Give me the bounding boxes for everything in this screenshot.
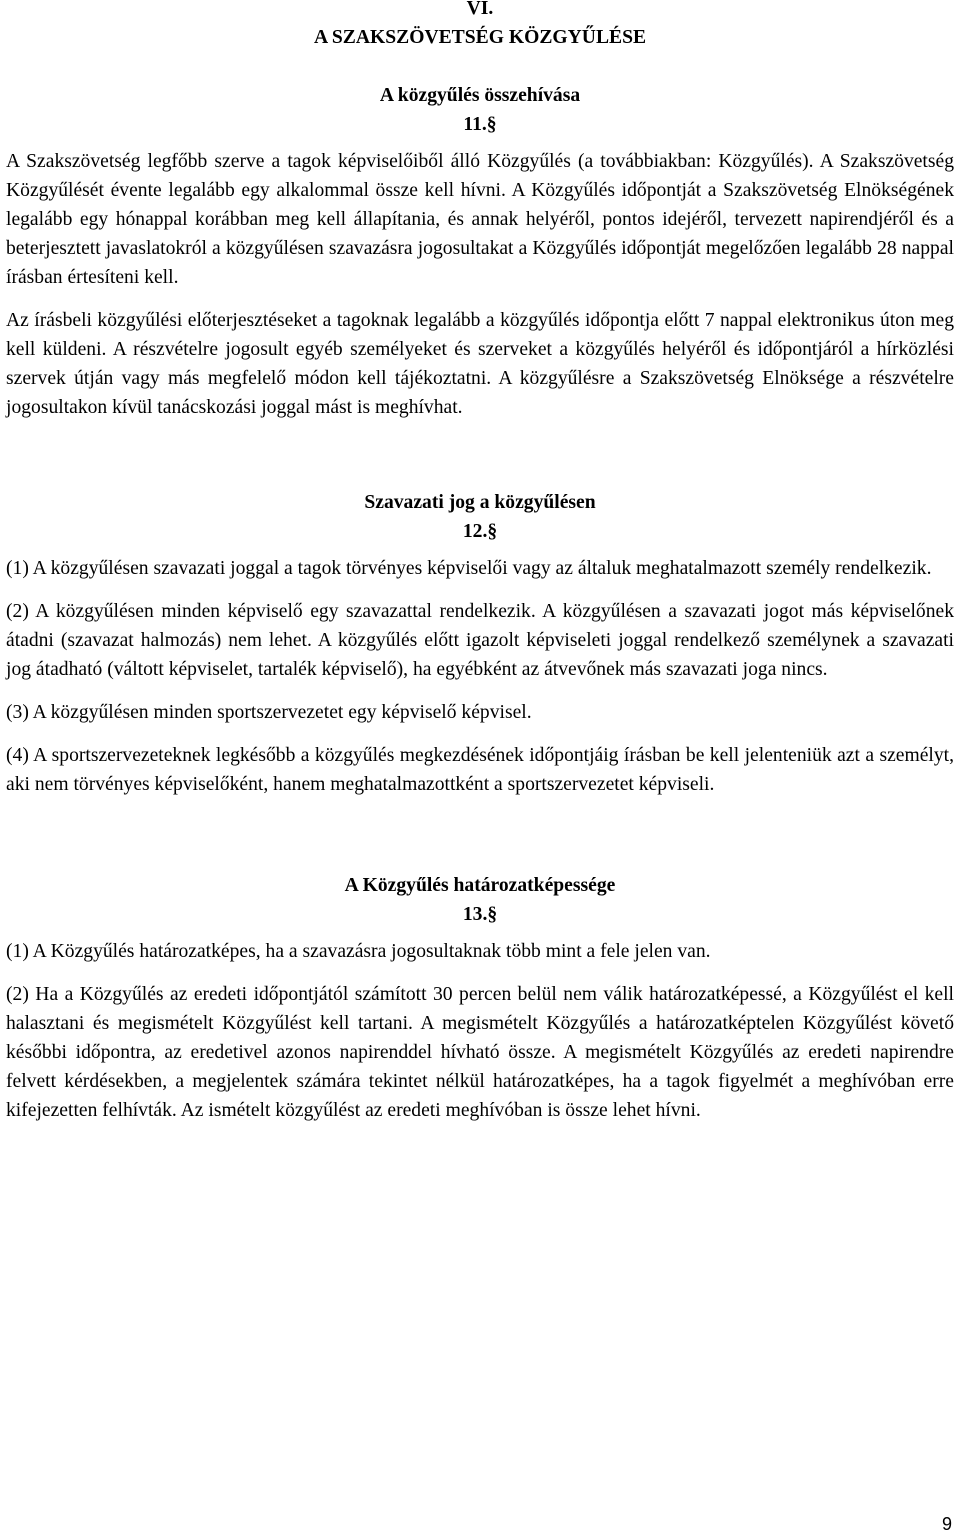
section-number: 12.§ — [462, 521, 498, 542]
section-title: A közgyűlés összehívása — [379, 85, 581, 106]
section-number: 11.§ — [463, 114, 497, 135]
chapter-number: VI. — [466, 0, 494, 19]
paragraph: (2) Ha a Közgyűlés az eredeti időpontjától számított 30 percen belül nem válik határozatképessé, a Közgyűlést el kell halasztani és megismételt Közgyűlést kell tartani. A megismételt Közgyűlés a határozatképtelen Közgyűlést követő későbbi időpontra, az eredetivel azonos napirenddel hívható össze. A megismételt Közgyűlés az eredeti napirendre felvett kérdésekben, a megjelentek számára tekintet nélkül határozatképes, ha a tagok figyelmét a meghívóban erre kifejezetten felhívták. Az ismételt közgyűlést az eredeti meghívóban is össze lehet hívni. — [6, 984, 954, 1121]
paragraph: (3) A közgyűlésen minden sportszervezetet egy képviselő képvisel. — [6, 702, 532, 723]
paragraph: (1) A közgyűlésen szavazati joggal a tagok törvényes képviselői vagy az általuk meghatalmazott személy rendelkezik. — [6, 558, 932, 579]
paragraph: (4) A sportszervezeteknek legkésőbb a közgyűlés megkezdésének időpontjáig írásban be kell jelenteniük azt a személyt, aki nem törvényes képviselőként, hanem meghatalmazottként a sportszervezetet képviseli. — [6, 745, 954, 795]
section-title: A Közgyűlés határozatképessége — [344, 875, 616, 896]
section-title: Szavazati jog a közgyűlésen — [364, 492, 596, 513]
paragraph: A Szakszövetség legfőbb szerve a tagok képviselőiből álló Közgyűlés (a továbbiakban: Közgyűlés). A Szakszövetség Közgyűlését évente legalább egy alkalommal össze kell hívni. A Közgyűlés időpontját a Szakszövetség Elnökségének legalább egy hónappal korábban meg kell állapítania, és annak helyéről, pontos idejéről, tervezett napirendjéről és a beterjesztett javaslatokról a közgyűlésen szavazásra jogosultakat a Közgyűlés időpontját megelőzően legalább 28 nappal írásban értesíteni kell. — [6, 151, 954, 288]
section-13 — [6, 871, 954, 1125]
chapter-title: A SZAKSZÖVETSÉG KÖZGYŰLÉSE — [313, 27, 647, 48]
document-content — [6, 0, 954, 1139]
spacer — [6, 436, 954, 488]
section-11 — [6, 81, 954, 422]
spacer — [6, 813, 954, 871]
page-number: 9 — [941, 1514, 952, 1534]
section-number: 13.§ — [462, 904, 498, 925]
paragraph: (2) A közgyűlésen minden képviselő egy szavazattal rendelkezik. A közgyűlésen a szavazati jogot más képviselőnek átadni (szavazat halmozás) nem lehet. A közgyűlés előtt igazolt képviseleti joggal rendelkező személynek a szavazati jog átadható (váltott képviselet, tartalék képviselő), ha egyébként az átvevőnek más szavazati joga nincs. — [6, 601, 954, 680]
section-12 — [6, 488, 954, 799]
paragraph: (1) A Közgyűlés határozatképes, ha a szavazásra jogosultaknak több mint a fele jelen van. — [6, 941, 711, 962]
paragraph: Az írásbeli közgyűlési előterjesztéseket a tagoknak legalább a közgyűlés időpontja előtt 7 nappal elektronikus úton meg kell küldeni. A részvételre jogosult egyéb személyeket és szerveket a közgyűlés helyéről és időpontjáról a hírközlési szervek útján vagy más megfelelő módon kell tájékoztatni. A közgyűlésre a Szakszövetség Elnöksége a részvételre jogosultakon kívül tanácskozási joggal mást is meghívhat. — [6, 310, 954, 418]
